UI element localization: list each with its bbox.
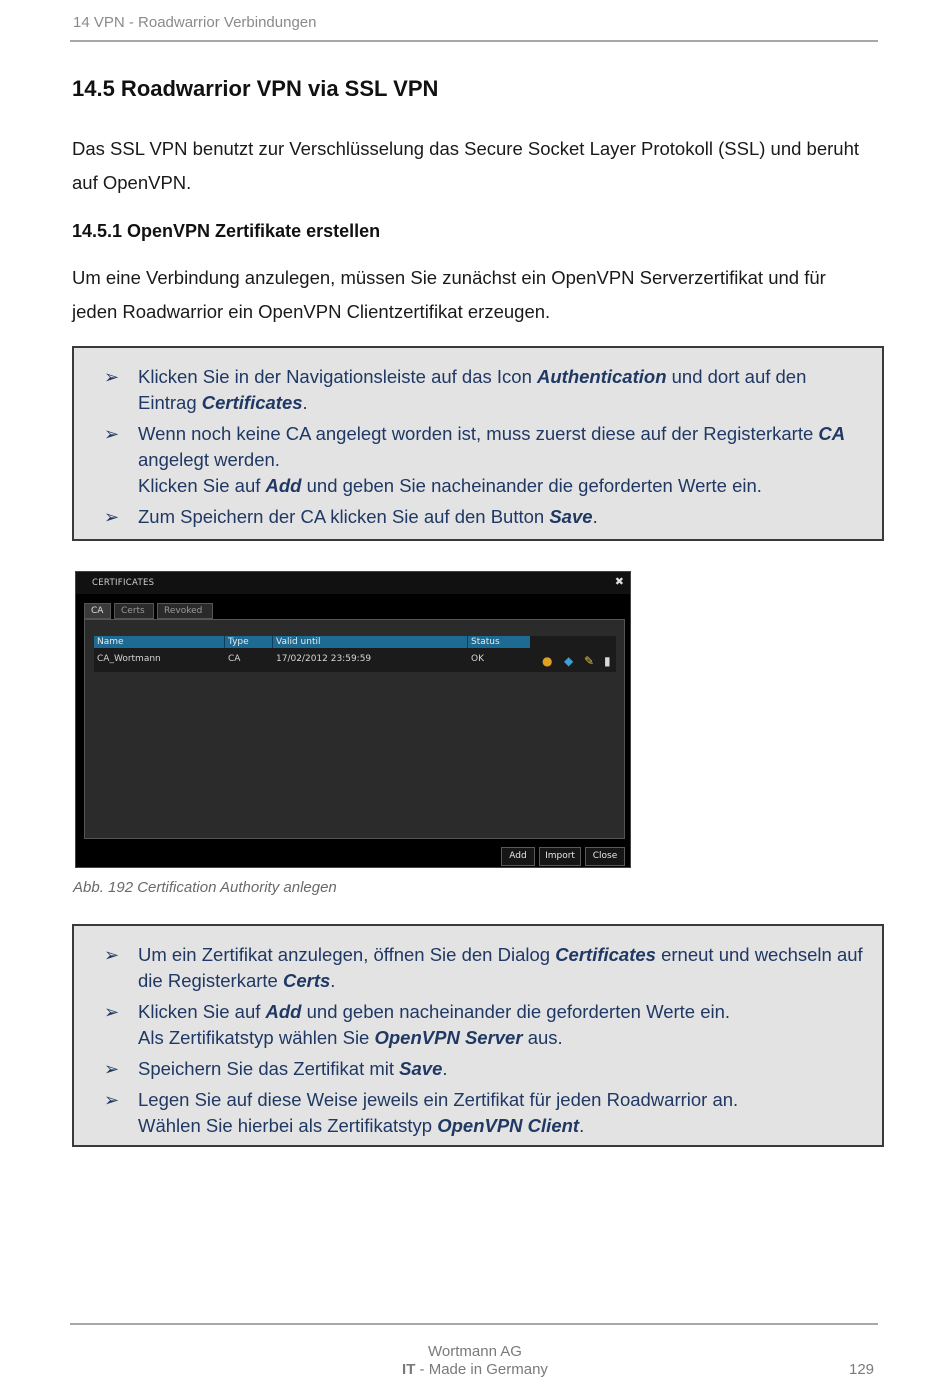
instruction-item: ➢ Klicken Sie auf Add und geben nacheinander die geforderten Werte ein. Als Zertifikatstyp wählen Sie OpenVPN Server aus. [104, 1001, 731, 1048]
certificates-dialog-screenshot [75, 571, 631, 868]
arrow-bullet-icon: ➢ [104, 1059, 120, 1079]
column-header-status[interactable]: Status [471, 637, 500, 647]
tab-ca[interactable]: CA [84, 603, 111, 619]
column-header-valid-until[interactable]: Valid until [276, 637, 321, 647]
column-divider [272, 636, 273, 648]
footer-slogan: IT - Made in Germany [402, 1361, 548, 1378]
page-number: 129 [849, 1361, 875, 1378]
arrow-bullet-icon: ➢ [104, 1090, 120, 1110]
section-heading: 14.5 Roadwarrior VPN via SSL VPN [72, 76, 439, 101]
instruction-box-ca [72, 346, 884, 541]
arrow-bullet-icon: ➢ [104, 1002, 120, 1022]
add-button[interactable]: Add [501, 847, 535, 866]
close-button[interactable]: Close [585, 847, 625, 866]
figure-caption: Abb. 192 Certification Authority anlegen [73, 879, 337, 896]
close-icon[interactable]: ✖ [614, 575, 624, 588]
dialog-title: CERTIFICATES [92, 578, 155, 588]
cell-name: CA_Wortmann [97, 654, 161, 664]
export-certificate-icon[interactable]: ◆ [564, 654, 574, 668]
import-button[interactable]: Import [539, 847, 581, 866]
arrow-bullet-icon: ➢ [104, 367, 120, 387]
column-header-type[interactable]: Type [228, 637, 249, 647]
tab-revoked[interactable]: Revoked [157, 603, 213, 619]
arrow-bullet-icon: ➢ [104, 424, 120, 444]
instruction-item: ➢ Klicken Sie in der Navigationsleiste auf das Icon Authentication und dort auf den Eintrag Certificates. [104, 366, 807, 413]
instruction-item: ➢ Zum Speichern der CA klicken Sie auf den Button Save. [104, 504, 866, 530]
column-divider [224, 636, 225, 648]
footer-company: Wortmann AG [428, 1343, 522, 1360]
cell-status: OK [471, 654, 484, 664]
subsection-heading: 14.5.1 OpenVPN Zertifikate erstellen [72, 221, 381, 241]
arrow-bullet-icon: ➢ [104, 507, 120, 527]
subsection-paragraph: Um eine Verbindung anzulegen, müssen Sie zunächst ein OpenVPN Serverzertifikat und für jeden Roadwarrior ein OpenVPN Clientzertifikat erzeugen. [72, 267, 826, 322]
intro-paragraph: Das SSL VPN benutzt zur Verschlüsselung das Secure Socket Layer Protokoll (SSL) und beruht auf OpenVPN. [72, 138, 860, 193]
running-header: 14 VPN - Roadwarrior Verbindungen [73, 14, 317, 31]
edit-pencil-icon[interactable]: ✎ [584, 654, 595, 668]
instruction-box-certs [72, 924, 884, 1147]
dialog-panel [84, 619, 625, 839]
instruction-item: ➢ Legen Sie auf diese Weise jeweils ein Zertifikat für jeden Roadwarrior an. Wählen Sie hierbei als Zertifikatstyp OpenVPN Client. [104, 1089, 739, 1136]
trash-icon[interactable]: ▮ [604, 654, 611, 668]
instruction-item: ➢ Wenn noch keine CA angelegt worden ist, muss zuerst diese auf der Registerkarte CA angelegt werden. Klicken Sie auf Add und geben Sie nacheinander die geforderten Werte ein. [104, 423, 846, 496]
cell-type: CA [228, 654, 241, 664]
footer-rule [70, 1323, 878, 1325]
arrow-bullet-icon: ➢ [104, 945, 120, 965]
cell-valid-until: 17/02/2012 23:59:59 [276, 654, 372, 664]
instruction-item: ➢ Speichern Sie das Zertifikat mit Save. [104, 1056, 866, 1082]
certificate-grid [94, 636, 616, 672]
instruction-item: ➢ Um ein Zertifikat anzulegen, öffnen Sie den Dialog Certificates erneut und wechseln auf die Registerkarte Certs. [104, 944, 863, 991]
dialog-titlebar [76, 572, 630, 594]
certificate-medal-icon[interactable]: ● [542, 654, 553, 668]
header-rule [70, 40, 878, 42]
column-header-name[interactable]: Name [97, 637, 124, 647]
tab-certs[interactable]: Certs [114, 603, 154, 619]
grid-header [94, 636, 530, 648]
column-divider [467, 636, 468, 648]
